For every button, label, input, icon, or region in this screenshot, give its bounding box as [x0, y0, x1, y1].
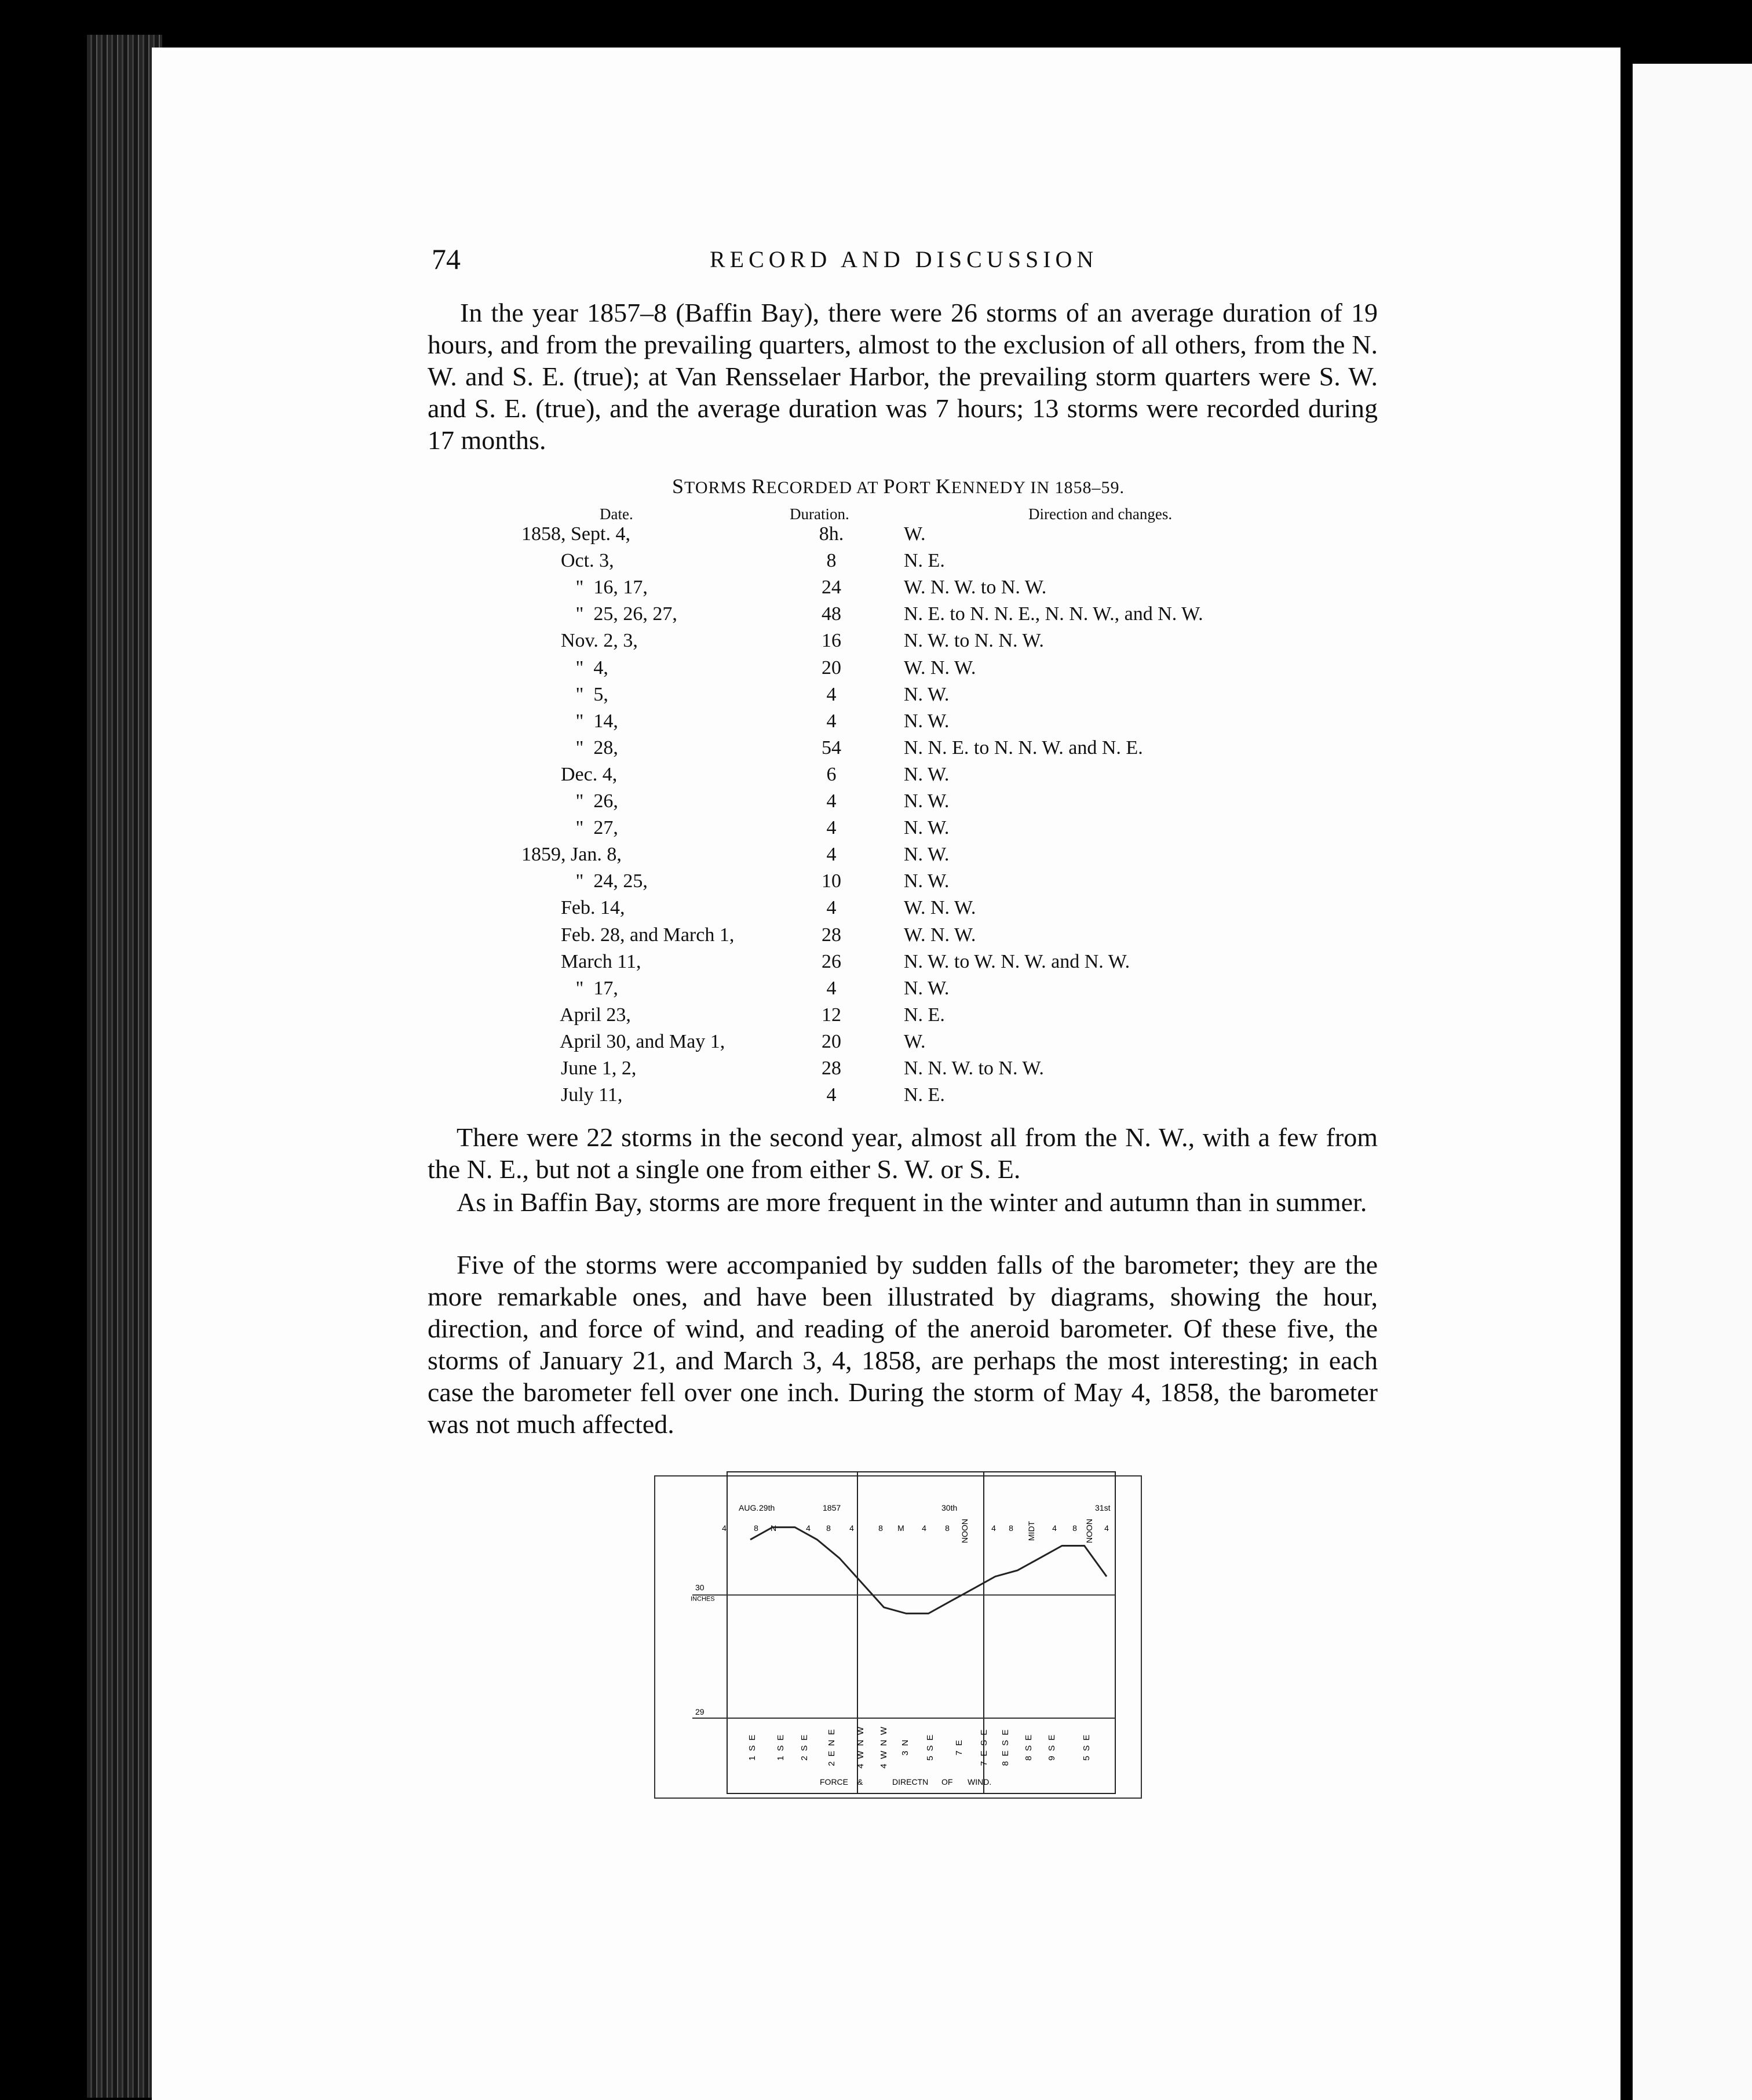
table-row [521, 764, 1333, 790]
table-row [521, 1031, 1333, 1058]
paragraph-frequency: As in Baffin Bay, storms are more frequent in the winter and autumn than in summer. [457, 1187, 1367, 1217]
hour-label: NOON [1085, 1519, 1094, 1543]
date-cell: July 11, [521, 1084, 623, 1106]
date-cell: April 23, [521, 1004, 631, 1026]
caption-label: & [857, 1777, 863, 1787]
day-label: 29th [759, 1503, 775, 1512]
direction-cell: N. W. [904, 790, 950, 812]
hour-label: 8 [945, 1523, 950, 1533]
duration-cell: 4 [826, 1084, 837, 1106]
duration-cell: 4 [826, 710, 837, 732]
date-cell: Feb. 14, [521, 897, 625, 919]
table-row [521, 1004, 1333, 1031]
direction-cell: N. W. [904, 844, 950, 866]
duration-cell: 8h. [819, 523, 844, 545]
day-label: 31st [1095, 1503, 1111, 1512]
duration-cell: 10 [822, 870, 841, 892]
date-cell: " 27, [521, 817, 618, 839]
date-cell: Feb. 28, and March 1, [521, 924, 735, 946]
duration-cell: 4 [826, 683, 837, 705]
direction-cell: N. E. [904, 550, 945, 572]
wind-label: 1 S E [747, 1733, 757, 1761]
direction-cell: N. W. to W. N. W. and N. W. [904, 950, 1130, 972]
facing-page-edge [1633, 64, 1752, 2100]
duration-cell: 20 [822, 1030, 841, 1052]
direction-cell: N. E. [904, 1004, 945, 1026]
wind-label: 5 S E [1082, 1733, 1092, 1761]
diagram-svg [649, 1469, 1147, 1805]
direction-cell: W. [904, 523, 926, 545]
duration-cell: 28 [822, 924, 841, 946]
day-label: 30th [941, 1503, 958, 1512]
direction-cell: W. N. W. [904, 657, 976, 679]
table-title-part: ENNEDY IN 1858–59. [951, 478, 1125, 497]
date-cell: " 25, 26, 27, [521, 603, 677, 625]
direction-cell: N. W. [904, 763, 950, 785]
date-cell: " 28, [521, 737, 618, 759]
duration-cell: 8 [826, 550, 837, 572]
caption-label: FORCE [820, 1777, 848, 1787]
hour-label: 8 [1072, 1523, 1077, 1533]
duration-cell: 4 [826, 897, 837, 919]
duration-cell: 4 [826, 977, 837, 999]
date-cell: " 17, [521, 977, 618, 999]
date-cell: March 11, [521, 950, 641, 972]
table-row [521, 1084, 1333, 1111]
table-row [521, 684, 1333, 710]
table-row [521, 657, 1333, 684]
duration-cell: 12 [822, 1004, 841, 1026]
date-cell: 1858, Sept. 4, [521, 523, 630, 545]
table-row [521, 924, 1333, 951]
table-row [521, 1058, 1333, 1084]
direction-cell: N. E. to N. N. E., N. N. W., and N. W. [904, 603, 1203, 625]
table-title [672, 474, 1125, 498]
table-row [521, 550, 1333, 577]
table-row [521, 523, 1333, 550]
hour-label: NOON [960, 1519, 969, 1543]
table-row [521, 603, 1333, 630]
duration-cell: 4 [826, 817, 837, 839]
duration-cell: 4 [826, 790, 837, 812]
scan-binding-edge [87, 35, 162, 2098]
table-row [521, 844, 1333, 870]
date-cell: April 30, and May 1, [521, 1030, 725, 1052]
table-title-initial: R [751, 475, 767, 498]
date-cell: Nov. 2, 3, [521, 630, 638, 652]
direction-cell: N. N. E. to N. N. W. and N. E. [904, 737, 1143, 759]
caption-label: DIRECTN [892, 1777, 929, 1787]
table-row [521, 897, 1333, 924]
day-label: AUG. [739, 1503, 759, 1512]
duration-cell: 48 [822, 603, 841, 625]
direction-cell: W. [904, 1030, 926, 1052]
direction-cell: W. N. W. [904, 897, 976, 919]
direction-cell: N. W. [904, 817, 950, 839]
date-cell: Oct. 3, [521, 550, 614, 572]
duration-cell: 28 [822, 1058, 841, 1079]
date-cell: " 16, 17, [521, 577, 648, 599]
table-title-initial: K [935, 475, 951, 498]
y-unit-label: INCHES [691, 1595, 715, 1603]
duration-cell: 24 [822, 577, 841, 599]
column-header-date: Date. [600, 505, 633, 523]
hour-label: 4 [849, 1523, 854, 1533]
page-header [432, 242, 1115, 277]
wind-label: 8 S E [1024, 1733, 1034, 1761]
table-row [521, 978, 1333, 1004]
direction-cell: N. W. [904, 710, 950, 732]
direction-cell: N. E. [904, 1084, 945, 1106]
date-cell: " 5, [521, 683, 608, 705]
date-cell: " 26, [521, 790, 618, 812]
duration-cell: 16 [822, 630, 841, 652]
duration-cell: 4 [826, 844, 837, 866]
direction-cell: N. W. [904, 870, 950, 892]
table-row [521, 630, 1333, 657]
hour-label: 4 [922, 1523, 926, 1533]
table-row [521, 710, 1333, 737]
caption-label: OF [941, 1777, 953, 1787]
y-tick-label: 30 [695, 1583, 705, 1592]
paragraph-second-year: There were 22 storms in the second year, almost all from the N. W., with a few from the N. E., but not a single one from either S. W. or S. E. [428, 1122, 1378, 1184]
table-row [521, 790, 1333, 817]
hour-label: 8 [878, 1523, 883, 1533]
duration-cell: 26 [822, 950, 841, 972]
hour-label: 4 [806, 1523, 811, 1533]
direction-cell: W. N. W. [904, 924, 976, 946]
running-title: RECORD AND DISCUSSION [710, 246, 1098, 272]
table-row [521, 577, 1333, 603]
hour-label: 8 [1009, 1523, 1013, 1533]
table-title-part: ECORDED AT [766, 478, 884, 497]
hour-label: 4 [722, 1523, 727, 1533]
caption-label: WIND. [968, 1777, 992, 1787]
wind-label: 4 W N W [879, 1726, 889, 1769]
paragraph-baffin-bay: In the year 1857–8 (Baffin Bay), there were 26 storms of an average duration of 19 hours, and from the prevailing quarters, almost to the exclusion of all others, from the N. W. and S. E. (true); at Van Rensselaer Harbor, the prevailing storm quarters were S. W. and S. E. (true), and the average duration was 7 hours; 13 storms were recorded during 17 months. [428, 298, 1378, 455]
direction-cell: N. W. [904, 977, 950, 999]
table-row [521, 817, 1333, 844]
direction-cell: N. W. [904, 683, 950, 705]
date-cell: " 14, [521, 710, 618, 732]
date-cell: " 24, 25, [521, 870, 648, 892]
wind-label: 7 E S E [979, 1728, 989, 1766]
page-gutter [1620, 48, 1633, 2100]
duration-cell: 54 [822, 737, 841, 759]
wind-label: 1 S E [776, 1733, 786, 1761]
wind-label: 9 S E [1047, 1733, 1057, 1761]
duration-cell: 6 [826, 763, 837, 785]
wind-label: 2 E N E [827, 1728, 837, 1766]
wind-label: 3 N [900, 1738, 910, 1756]
barometer-wind-diagram [649, 1469, 1147, 1805]
table-title-initial: P [883, 475, 896, 498]
direction-cell: N. W. to N. N. W. [904, 630, 1044, 652]
date-cell: " 4, [521, 657, 608, 679]
hour-label: 4 [991, 1523, 996, 1533]
hour-label: 4 [1052, 1523, 1057, 1533]
date-cell: Dec. 4, [521, 763, 618, 785]
y-tick-label: 29 [695, 1707, 705, 1716]
duration-cell: 20 [822, 657, 841, 679]
hour-label: M [897, 1523, 904, 1533]
wind-label: 7 E [954, 1738, 964, 1756]
table-row [521, 737, 1333, 764]
wind-label: 8 E S E [1001, 1728, 1010, 1766]
barometer-line [750, 1527, 1107, 1614]
table-title-initial: S [672, 475, 685, 498]
date-cell: 1859, Jan. 8, [521, 844, 622, 866]
wind-label: 2 S E [800, 1733, 809, 1761]
table-title-part: TORMS [684, 478, 752, 497]
hour-label: MIDT [1027, 1521, 1036, 1541]
date-cell: June 1, 2, [521, 1058, 637, 1079]
page-number: 74 [432, 243, 461, 275]
hour-label: 8 [826, 1523, 831, 1533]
table-row [521, 870, 1333, 897]
table-row [521, 951, 1333, 978]
hour-label: 4 [1104, 1523, 1109, 1533]
table-title-part: ORT [895, 478, 936, 497]
column-header-direction: Direction and changes. [1028, 505, 1173, 523]
wind-label: 4 W N W [856, 1726, 866, 1769]
hour-label: 8 [754, 1523, 758, 1533]
day-label: 1857 [823, 1503, 841, 1512]
paragraph-barometer: Five of the storms were accompanied by sudden falls of the barometer; they are the more remarkable ones, and have been illustrated by diagrams, showing the hour, direction, and force of wind, and reading of the aneroid barometer. Of these five, the storms of January 21, and March 3, 4, 1858, are perhaps the most interesting; in each case the barometer fell over one inch. During the storm of May 4, 1858, the barometer was not much affected. [428, 1250, 1378, 1439]
direction-cell: N. N. W. to N. W. [904, 1058, 1044, 1079]
hour-label: N [770, 1523, 777, 1533]
column-header-duration: Duration. [790, 505, 849, 523]
wind-label: 5 S E [925, 1733, 935, 1761]
direction-cell: W. N. W. to N. W. [904, 577, 1047, 599]
